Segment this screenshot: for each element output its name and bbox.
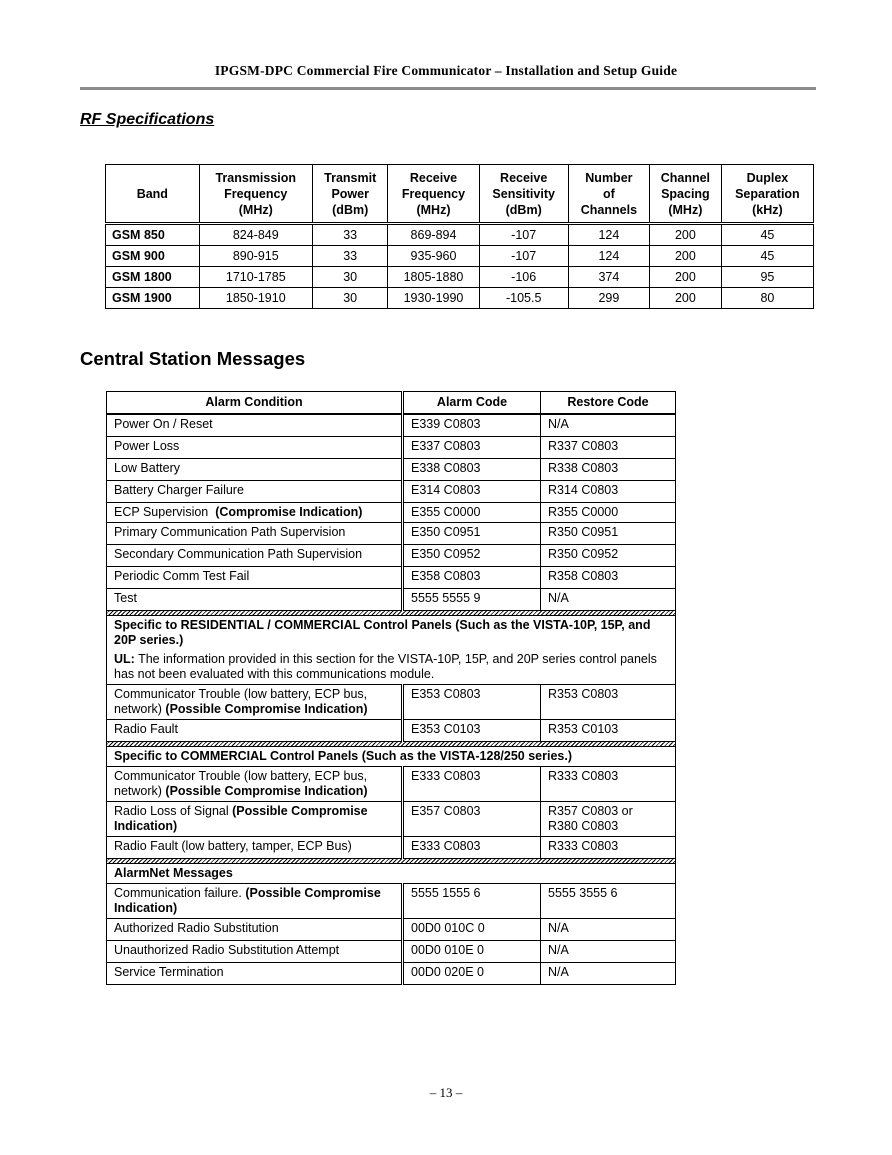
restore-code-text: N/A [548,591,569,605]
rf-value-cell: 1930-1990 [388,288,479,309]
alarm-code-cell: E333 C0803 [403,837,541,859]
alarm-condition-text: Radio Fault (low battery, tamper, ECP Bus) [114,839,352,853]
alarm-condition-cell [107,919,403,941]
alarm-code-cell: E353 C0103 [403,720,541,742]
rf-column-header-line: Frequency [401,186,466,201]
rf-value-cell: 30 [312,288,388,309]
alarm-condition-cell [107,503,403,523]
rf-value-cell: 200 [649,267,721,288]
restore-code-cell [541,963,676,985]
alarm-condition-text: Authorized Radio Substitution [114,921,279,935]
alarm-condition-cell [107,414,403,437]
alarm-condition-text: Power Loss [114,439,180,453]
alarm-condition-cell [107,437,403,459]
restore-code-cell [541,767,676,802]
restore-code-text: N/A [548,943,569,957]
rf-column-header [721,165,813,224]
alarm-condition-cell [107,481,403,503]
compromise-indication-text: (Possible Compromise Indication) [165,784,368,798]
rf-column-header-line: (MHz) [668,202,703,217]
restore-code-text: R338 C0803 [548,461,619,475]
rf-value-cell: 124 [568,246,649,267]
alarm-condition-cell [107,459,403,481]
rf-value-cell: -106 [479,267,568,288]
rf-value-cell: 1805-1880 [388,267,479,288]
header-rule [80,87,816,90]
rf-column-header-line: Number [585,170,633,185]
rf-column-header-line: (MHz) [238,202,273,217]
message-row [107,545,676,567]
rf-column-header-line: Spacing [661,186,710,201]
rf-specifications-table [105,164,814,309]
alarm-condition-cell [107,802,403,837]
rf-value-cell: 824-849 [199,224,312,246]
header-alarm-code: Alarm Code [403,392,541,415]
alarm-condition-text: Test [114,591,137,605]
rf-column-header-line: Separation [735,186,800,201]
restore-code-cell [541,503,676,523]
section-heading-cell [107,864,676,884]
section-heading-text: Specific to RESIDENTIAL / COMMERCIAL Control Panels (Such as the VISTA-10P, 15P, and 20P series.) [114,618,651,647]
message-row [107,459,676,481]
restore-code-text: R358 C0803 [548,569,619,583]
rf-column-header-line: Frequency [224,186,288,201]
alarm-condition-cell [107,589,403,611]
cs-table-header-row [107,392,676,415]
restore-code-cell [541,437,676,459]
rf-column-header-line: (dBm) [505,202,542,217]
ul-note [114,652,668,682]
rf-column-header-line: Channel [660,170,711,185]
rf-table-row [106,246,814,267]
alarm-code-cell: E339 C0803 [403,414,541,437]
restore-code-cell [541,567,676,589]
rf-value-cell: 374 [568,267,649,288]
alarm-condition-text: Unauthorized Radio Substitution Attempt [114,943,340,957]
compromise-indication-text: (Possible Compromise Indication) [165,702,368,716]
alarm-condition-text: Service Termination [114,965,224,979]
restore-code-cell [541,941,676,963]
alarm-code-cell: E338 C0803 [403,459,541,481]
message-row [107,884,676,919]
restore-code-text: N/A [548,417,569,431]
alarm-condition-cell [107,767,403,802]
section-heading-cell [107,747,676,767]
alarm-condition-cell [107,545,403,567]
rf-column-header [388,165,479,224]
rf-value-cell: 935-960 [388,246,479,267]
rf-value-cell: -107 [479,224,568,246]
residential-section-heading [107,616,676,685]
rf-column-header-line: Channels [580,202,638,217]
alarm-condition-text: Power On / Reset [114,417,213,431]
message-row [107,767,676,802]
rf-table-row [106,288,814,309]
restore-code-text: R350 C0952 [548,547,619,561]
rf-column-header [649,165,721,224]
ul-note-text: The information provided in this section for the VISTA-10P, 15P, and 20P series control panels has not been evaluated with this communications module. [114,652,657,681]
alarm-condition-text: Communicator Trouble (low battery, ECP bus, network) [114,769,368,798]
restore-code-cell [541,523,676,545]
rf-column-header-line: Duplex [746,170,789,185]
rf-column-header [479,165,568,224]
rf-column-header [106,165,200,224]
alarm-condition-cell [107,523,403,545]
alarm-code-cell: E337 C0803 [403,437,541,459]
alarm-condition-text: Radio Fault [114,722,178,736]
alarm-condition-text: Battery Charger Failure [114,483,244,497]
central-station-messages-heading: Central Station Messages [80,348,306,369]
restore-code-text: R337 C0803 [548,439,619,453]
rf-band-cell: GSM 900 [106,246,200,267]
ul-note-label: UL: [114,652,135,666]
alarm-code-cell: E314 C0803 [403,481,541,503]
rf-band-cell: GSM 1900 [106,288,200,309]
message-row [107,567,676,589]
rf-value-cell: 45 [721,224,813,246]
restore-code-cell [541,919,676,941]
message-row [107,503,676,523]
rf-value-cell: 890-915 [199,246,312,267]
rf-column-header-line: Transmit [324,170,377,185]
alarm-code-cell: E358 C0803 [403,567,541,589]
restore-code-text: R350 C0951 [548,525,619,539]
restore-code-text: 5555 3555 6 [548,886,618,900]
alarm-code-cell: E333 C0803 [403,767,541,802]
alarm-condition-cell [107,685,403,720]
alarm-code-cell: 5555 5555 9 [403,589,541,611]
rf-column-header [199,165,312,224]
alarm-condition-text: Secondary Communication Path Supervision [114,547,363,561]
rf-column-header-line: Receive [500,170,548,185]
compromise-indication-text: (Compromise Indication) [215,505,363,519]
alarm-code-cell: E355 C0000 [403,503,541,523]
restore-code-cell [541,685,676,720]
rf-column-header [312,165,388,224]
rf-value-cell: 200 [649,288,721,309]
rf-column-header-line: of [602,186,615,201]
restore-code-text: R314 C0803 [548,483,619,497]
commercial-section-heading [107,747,676,767]
rf-value-cell: 200 [649,224,721,246]
restore-code-cell [541,545,676,567]
rf-column-header-line: Power [331,186,369,201]
restore-code-text: N/A [548,921,569,935]
page-header-title: IPGSM-DPC Commercial Fire Communicator – Installation and Setup Guide [214,63,678,78]
central-station-messages-table [106,391,676,985]
rf-value-cell: 1710-1785 [199,267,312,288]
rf-value-cell: -105.5 [479,288,568,309]
restore-code-cell [541,884,676,919]
rf-value-cell: 80 [721,288,813,309]
alarm-code-cell: E350 C0952 [403,545,541,567]
message-row [107,941,676,963]
message-row [107,919,676,941]
message-row [107,685,676,720]
compromise-indication-text: (Possible Compromise Indication) [114,886,381,915]
alarm-condition-cell [107,963,403,985]
restore-code-text: R355 C0000 [548,505,619,519]
alarm-condition-text: Radio Loss of Signal [114,804,229,818]
alarm-condition-cell [107,720,403,742]
alarm-code-cell: E350 C0951 [403,523,541,545]
rf-band-cell: GSM 850 [106,224,200,246]
rf-column-header [568,165,649,224]
alarm-condition-text: Primary Communication Path Supervision [114,525,346,539]
section-heading-text: AlarmNet Messages [114,866,233,880]
alarm-condition-text: ECP Supervision [114,505,209,519]
message-row [107,802,676,837]
section-heading-cell [107,616,676,685]
rf-column-header-line: Sensitivity [492,186,555,201]
rf-value-cell: 869-894 [388,224,479,246]
restore-code-text: R357 C0803 or [548,804,633,818]
rf-column-header-line: Receive [409,170,458,185]
restore-code-cell [541,802,676,837]
compromise-indication-text: (Possible Compromise Indication) [114,804,368,833]
restore-code-text: R333 C0803 [548,769,619,783]
message-row [107,963,676,985]
rf-value-cell: 95 [721,267,813,288]
alarm-condition-cell [107,567,403,589]
message-row [107,414,676,437]
restore-code-text: N/A [548,965,569,979]
alarm-condition-text: Communicator Trouble (low battery, ECP bus, network) [114,687,368,716]
message-row [107,837,676,859]
message-row [107,481,676,503]
alarm-condition-cell [107,941,403,963]
rf-value-cell: 30 [312,267,388,288]
rf-column-header-line: Band [136,186,168,201]
rf-specifications-heading: RF Specifications [80,111,215,128]
message-row [107,523,676,545]
section-heading-text: Specific to COMMERCIAL Control Panels (Such as the VISTA-128/250 series.) [114,749,572,763]
restore-code-text: R333 C0803 [548,839,619,853]
alarm-condition-text: Communication failure. [114,886,242,900]
alarm-condition-cell [107,884,403,919]
alarm-code-cell: E357 C0803 [403,802,541,837]
alarm-code-cell: E353 C0803 [403,685,541,720]
page-number: – 13 – [429,1085,463,1100]
rf-value-cell: 124 [568,224,649,246]
alarm-code-cell: 00D0 020E 0 [403,963,541,985]
alarm-condition-cell [107,837,403,859]
rf-value-cell: -107 [479,246,568,267]
rf-value-cell: 33 [312,224,388,246]
alarm-condition-text: Low Battery [114,461,181,475]
rf-value-cell: 1850-1910 [199,288,312,309]
rf-value-cell: 45 [721,246,813,267]
alarm-code-cell: 5555 1555 6 [403,884,541,919]
rf-value-cell: 33 [312,246,388,267]
restore-code-cell [541,589,676,611]
header-restore-code: Restore Code [541,392,676,415]
restore-code-cell [541,459,676,481]
restore-code-text: R353 C0803 [548,687,619,701]
restore-code-cell [541,720,676,742]
restore-code-alt-text: R380 C0803 [548,819,619,833]
message-row [107,720,676,742]
message-row [107,589,676,611]
message-row [107,437,676,459]
rf-column-header-line: (kHz) [752,202,783,217]
restore-code-text: R353 C0103 [548,722,619,736]
alarm-code-cell: 00D0 010E 0 [403,941,541,963]
rf-table-row [106,224,814,246]
rf-band-cell: GSM 1800 [106,267,200,288]
alarm-code-cell: 00D0 010C 0 [403,919,541,941]
rf-column-header-line: (dBm) [332,202,369,217]
restore-code-cell [541,481,676,503]
restore-code-cell [541,414,676,437]
rf-table-row [106,267,814,288]
rf-column-header-line: Transmission [215,170,297,185]
rf-value-cell: 299 [568,288,649,309]
header-alarm-condition: Alarm Condition [107,392,403,415]
alarmnet-section-heading [107,864,676,884]
rf-column-header-line: (MHz) [416,202,451,217]
alarm-condition-text: Periodic Comm Test Fail [114,569,250,583]
rf-table-header-row [106,165,814,224]
restore-code-cell [541,837,676,859]
rf-value-cell: 200 [649,246,721,267]
